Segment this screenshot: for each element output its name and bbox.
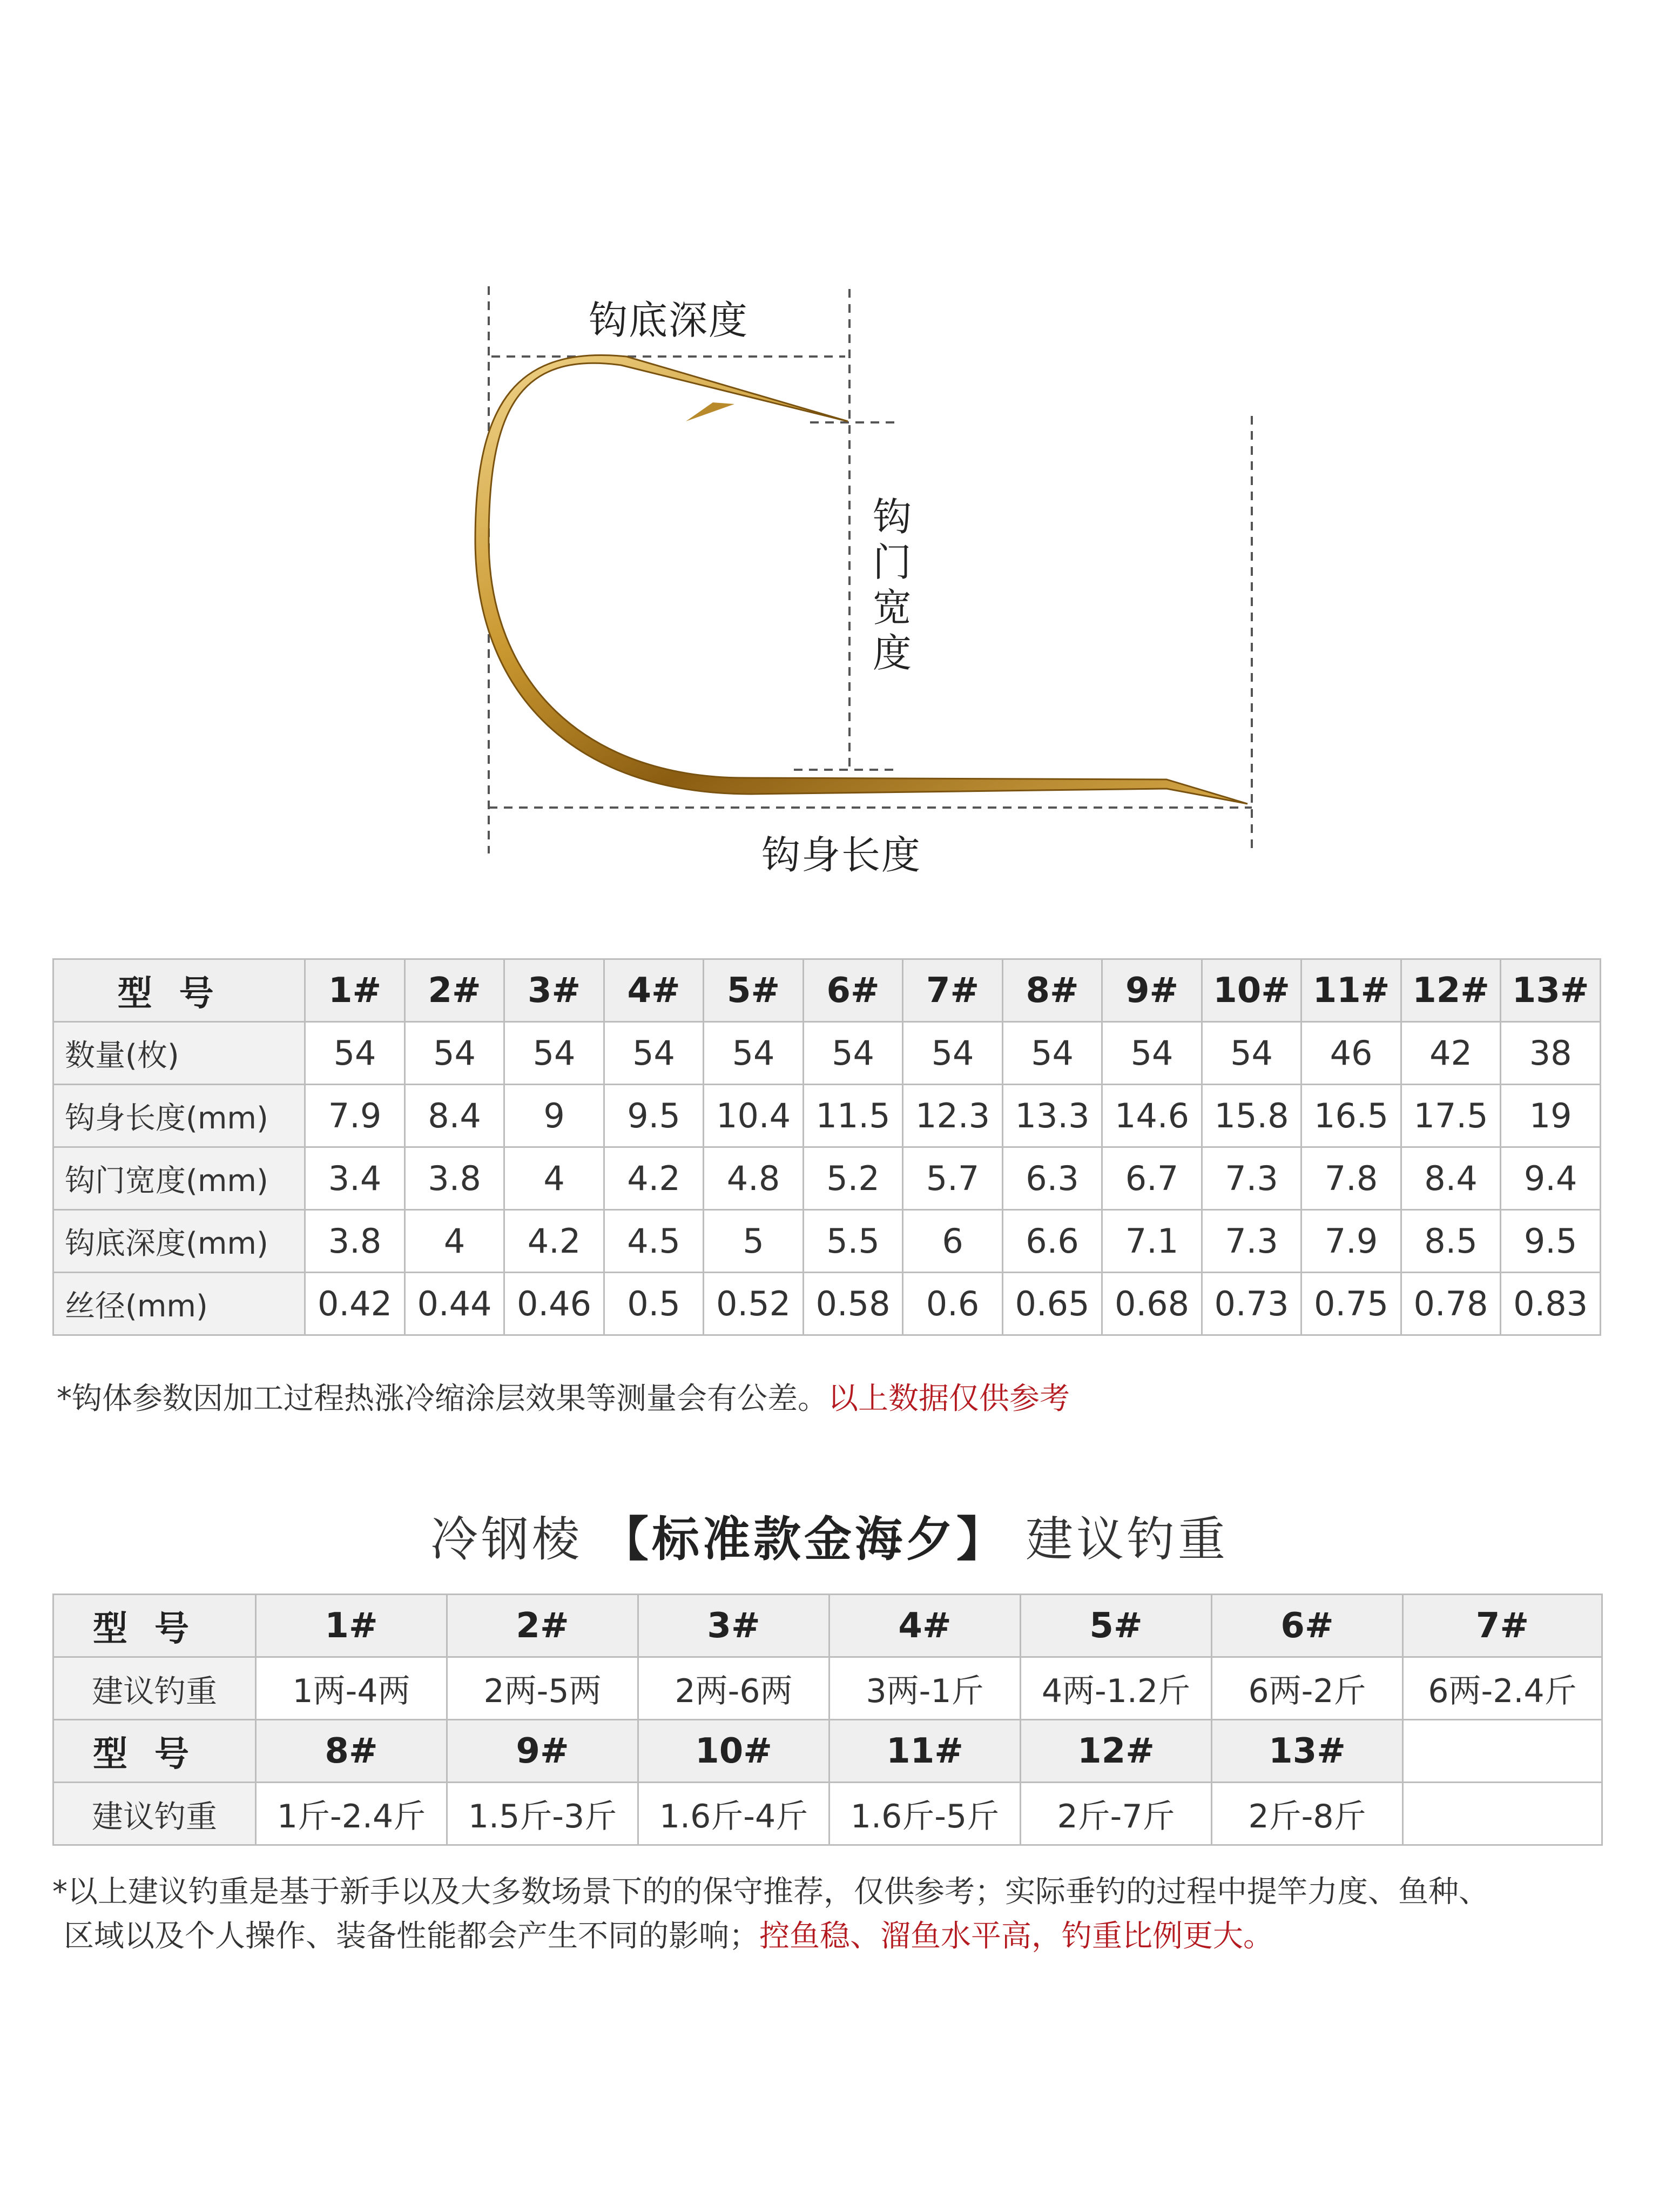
weight-header-row-2 <box>53 1720 1602 1783</box>
value-cell: 0.5 <box>604 1273 704 1335</box>
value-cell: 7.9 <box>305 1085 405 1147</box>
row-label: 钩身长度(mm) <box>53 1085 305 1147</box>
spec-row-length <box>53 1085 1601 1147</box>
value-cell: 54 <box>803 1022 903 1085</box>
weight-cell: 2两-5两 <box>447 1657 638 1720</box>
row-label: 钩门宽度(mm) <box>53 1147 305 1210</box>
value-cell: 4.8 <box>704 1147 804 1210</box>
gap-label-char: 钩 <box>872 494 912 540</box>
size-cell: 9# <box>1102 959 1202 1022</box>
size-cell: 7# <box>1403 1595 1602 1657</box>
weight-cell: 3两-1斤 <box>830 1657 1021 1720</box>
value-cell: 16.5 <box>1301 1085 1401 1147</box>
header-label: 型号 <box>53 959 305 1022</box>
size-cell: 10# <box>1202 959 1301 1022</box>
value-cell: 38 <box>1501 1022 1601 1085</box>
value-cell: 14.6 <box>1102 1085 1202 1147</box>
value-cell: 4 <box>404 1210 504 1273</box>
value-cell: 42 <box>1401 1022 1501 1085</box>
value-cell: 9 <box>504 1085 604 1147</box>
value-cell: 3.8 <box>305 1210 405 1273</box>
weight-cell: 1.6斤-4斤 <box>638 1783 830 1845</box>
value-cell: 7.3 <box>1202 1210 1301 1273</box>
row-label: 建议钓重 <box>53 1783 256 1845</box>
size-cell: 11# <box>830 1720 1021 1783</box>
spec-header-row <box>53 959 1601 1022</box>
value-cell: 54 <box>1002 1022 1102 1085</box>
length-label: 钩身长度 <box>761 832 922 878</box>
value-cell: 7.9 <box>1301 1210 1401 1273</box>
size-cell: 13# <box>1212 1720 1403 1783</box>
value-cell: 4.2 <box>604 1147 704 1210</box>
size-cell: 2# <box>447 1595 638 1657</box>
weight-cell: 6两-2斤 <box>1212 1657 1403 1720</box>
value-cell: 10.4 <box>704 1085 804 1147</box>
size-cell: 5# <box>1021 1595 1212 1657</box>
value-cell: 0.58 <box>803 1273 903 1335</box>
value-cell: 6 <box>903 1210 1003 1273</box>
hook-illustration <box>0 0 1659 891</box>
tolerance-note-text: *钩体参数因加工过程热涨冷缩涂层效果等测量会有公差。 <box>57 1381 828 1416</box>
value-cell: 54 <box>305 1022 405 1085</box>
empty-cell <box>1403 1783 1602 1845</box>
value-cell: 0.68 <box>1102 1273 1202 1335</box>
row-label: 数量(枚) <box>53 1022 305 1085</box>
value-cell: 5.5 <box>803 1210 903 1273</box>
value-cell: 0.52 <box>704 1273 804 1335</box>
weight-header-row-1 <box>53 1595 1602 1657</box>
size-cell: 9# <box>447 1720 638 1783</box>
size-cell: 8# <box>1002 959 1102 1022</box>
value-cell: 6.7 <box>1102 1147 1202 1210</box>
spec-table <box>52 958 1601 1336</box>
value-cell: 6.6 <box>1002 1210 1102 1273</box>
value-cell: 8.4 <box>404 1085 504 1147</box>
weight-cell: 2斤-8斤 <box>1212 1783 1403 1845</box>
value-cell: 3.8 <box>404 1147 504 1210</box>
weight-note-text: 区域以及个人操作、装备性能都会产生不同的影响； <box>64 1919 759 1954</box>
value-cell: 9.5 <box>1501 1210 1601 1273</box>
size-cell: 2# <box>404 959 504 1022</box>
value-cell: 54 <box>704 1022 804 1085</box>
value-cell: 7.1 <box>1102 1210 1202 1273</box>
value-cell: 17.5 <box>1401 1085 1501 1147</box>
size-cell: 12# <box>1021 1720 1212 1783</box>
value-cell: 3.4 <box>305 1147 405 1210</box>
value-cell: 0.83 <box>1501 1273 1601 1335</box>
weight-cell: 1.5斤-3斤 <box>447 1783 638 1845</box>
gap-label <box>869 494 915 676</box>
size-cell: 1# <box>256 1595 447 1657</box>
weight-section-title <box>0 1502 1659 1570</box>
size-cell: 5# <box>704 959 804 1022</box>
value-cell: 5.7 <box>903 1147 1003 1210</box>
size-cell: 10# <box>638 1720 830 1783</box>
weight-cell: 1斤-2.4斤 <box>256 1783 447 1845</box>
tolerance-note-highlight: 以上数据仅供参考 <box>828 1381 1070 1416</box>
value-cell: 4.5 <box>604 1210 704 1273</box>
spec-row-gap <box>53 1147 1601 1210</box>
size-cell: 1# <box>305 959 405 1022</box>
weight-note-line-2 <box>64 1912 1273 1955</box>
value-cell: 19 <box>1501 1085 1601 1147</box>
weight-cell: 1两-4两 <box>256 1657 447 1720</box>
empty-cell <box>1403 1720 1602 1783</box>
title-product-name: 【标准款金海夕】 <box>601 1511 1007 1567</box>
hook-diagram <box>0 0 1659 891</box>
weight-cell: 2两-6两 <box>638 1657 830 1720</box>
value-cell: 9.5 <box>604 1085 704 1147</box>
value-cell: 54 <box>1202 1022 1301 1085</box>
value-cell: 4.2 <box>504 1210 604 1273</box>
row-label: 钩底深度(mm) <box>53 1210 305 1273</box>
size-cell: 13# <box>1501 959 1601 1022</box>
header-label: 型号 <box>53 1720 256 1783</box>
value-cell: 0.75 <box>1301 1273 1401 1335</box>
value-cell: 54 <box>604 1022 704 1085</box>
spec-row-quantity <box>53 1022 1601 1085</box>
size-cell: 12# <box>1401 959 1501 1022</box>
weight-cell: 1.6斤-5斤 <box>830 1783 1021 1845</box>
value-cell: 12.3 <box>903 1085 1003 1147</box>
value-cell: 7.3 <box>1202 1147 1301 1210</box>
weight-row-2 <box>53 1783 1602 1845</box>
value-cell: 0.42 <box>305 1273 405 1335</box>
size-cell: 4# <box>830 1595 1021 1657</box>
gap-label-char: 门 <box>872 540 912 585</box>
weight-note-line-1: *以上建议钓重是基于新手以及大多数场景下的的保守推荐，仅供参考；实际垂钓的过程中提竿力度、鱼种、 <box>52 1874 1489 1910</box>
value-cell: 0.78 <box>1401 1273 1501 1335</box>
value-cell: 5.2 <box>803 1147 903 1210</box>
title-suffix: 建议钓重 <box>1025 1511 1229 1567</box>
value-cell: 15.8 <box>1202 1085 1301 1147</box>
size-cell: 3# <box>638 1595 830 1657</box>
value-cell: 5 <box>704 1210 804 1273</box>
size-cell: 8# <box>256 1720 447 1783</box>
value-cell: 8.5 <box>1401 1210 1501 1273</box>
weight-cell: 2斤-7斤 <box>1021 1783 1212 1845</box>
value-cell: 0.65 <box>1002 1273 1102 1335</box>
depth-label: 钩底深度 <box>589 298 749 343</box>
value-cell: 11.5 <box>803 1085 903 1147</box>
value-cell: 0.6 <box>903 1273 1003 1335</box>
header-label: 型号 <box>53 1595 256 1657</box>
value-cell: 54 <box>903 1022 1003 1085</box>
weight-note-highlight: 控鱼稳、溜鱼水平高，钓重比例更大。 <box>759 1919 1273 1954</box>
size-cell: 6# <box>803 959 903 1022</box>
value-cell: 9.4 <box>1501 1147 1601 1210</box>
value-cell: 54 <box>1102 1022 1202 1085</box>
value-cell: 0.73 <box>1202 1273 1301 1335</box>
weight-cell: 6两-2.4斤 <box>1403 1657 1602 1720</box>
value-cell: 6.3 <box>1002 1147 1102 1210</box>
weight-table <box>52 1594 1603 1846</box>
spec-row-wire <box>53 1273 1601 1335</box>
title-prefix: 冷钢棱 <box>430 1511 583 1567</box>
value-cell: 7.8 <box>1301 1147 1401 1210</box>
size-cell: 11# <box>1301 959 1401 1022</box>
size-cell: 7# <box>903 959 1003 1022</box>
value-cell: 54 <box>504 1022 604 1085</box>
spec-row-depth <box>53 1210 1601 1273</box>
value-cell: 4 <box>504 1147 604 1210</box>
value-cell: 54 <box>404 1022 504 1085</box>
value-cell: 13.3 <box>1002 1085 1102 1147</box>
size-cell: 6# <box>1212 1595 1403 1657</box>
value-cell: 8.4 <box>1401 1147 1501 1210</box>
gap-label-char: 宽 <box>872 585 912 630</box>
value-cell: 0.44 <box>404 1273 504 1335</box>
size-cell: 4# <box>604 959 704 1022</box>
row-label: 丝径(mm) <box>53 1273 305 1335</box>
value-cell: 46 <box>1301 1022 1401 1085</box>
size-cell: 3# <box>504 959 604 1022</box>
weight-row-1 <box>53 1657 1602 1720</box>
weight-cell: 4两-1.2斤 <box>1021 1657 1212 1720</box>
tolerance-note <box>57 1375 1070 1418</box>
gap-label-char: 度 <box>872 630 912 676</box>
row-label: 建议钓重 <box>53 1657 256 1720</box>
value-cell: 0.46 <box>504 1273 604 1335</box>
